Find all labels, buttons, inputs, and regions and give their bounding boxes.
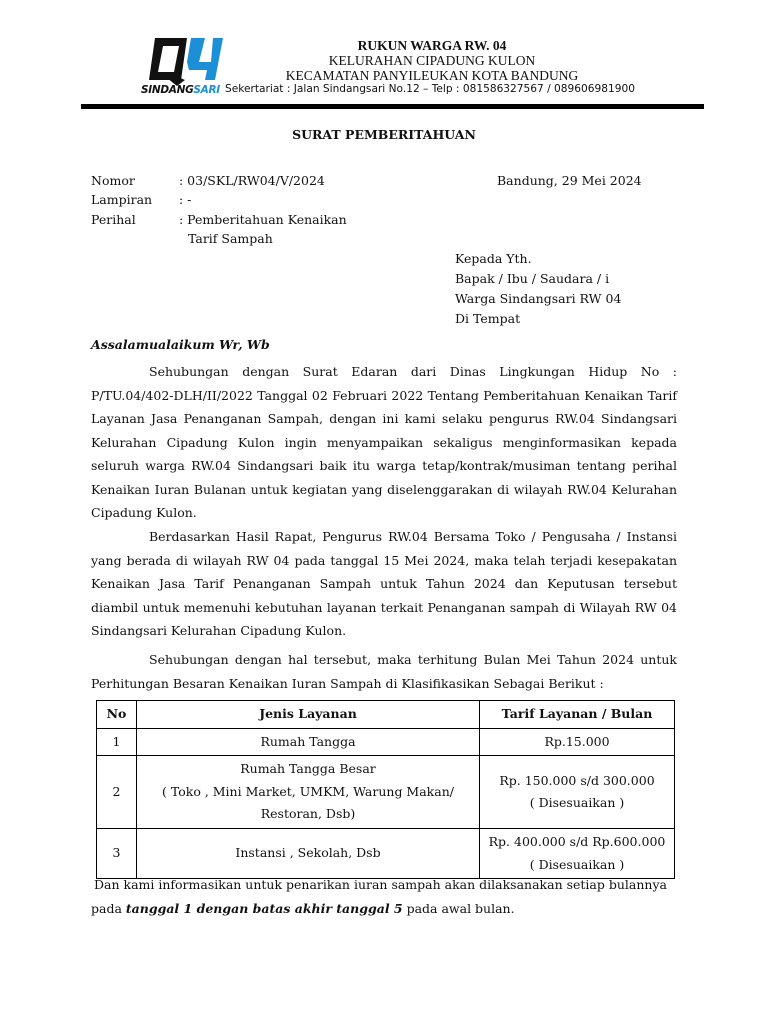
recipient-line-3: Warga Sindangsari RW 04 [455,291,622,306]
row-1-no: 1 [97,729,137,756]
footer-pre: pada [91,901,126,916]
nomor-label: Nomor [91,173,135,188]
row-3-tarif-line-2: ( Disesuaikan ) [529,856,625,872]
header-tarif: Tarif Layanan / Bulan [480,701,675,729]
kecamatan-name: KECAMATAN PANYILEUKAN KOTA BANDUNG [285,68,579,83]
paragraph-3 [91,648,677,695]
recipient-line-4: Di Tempat [455,311,521,326]
footer-bold-dates: tanggal 1 dengan batas akhir tanggal 5 [125,901,403,916]
footer-line-2 [91,901,515,916]
tariff-table [96,700,675,879]
row-3-tarif-line-1: Rp. 400.000 s/d Rp.600.000 [488,834,666,849]
row-2-tarif-line-1: Rp. 150.000 s/d 300.000 [499,772,655,788]
secretariat-address: Sekertariat : Jalan Sindangsari No.12 – Telp : 081586327567 / 089606981900 [225,83,635,95]
logo-text-blue: SARI [193,84,220,96]
table-row [97,729,675,756]
table-row [97,829,675,879]
logo-wordmark [141,84,220,96]
recipient-line-1: Kepada Yth. [455,251,532,266]
paragraph-1 [91,360,677,525]
header-no: No [97,701,137,729]
row-3-jenis: Instansi , Sekolah, Dsb [137,829,480,879]
paragraph-2-text: Berdasarkan Hasil Rapat, Pengurus RW.04 Bersama Toko / Pengusaha / Instansi yang berada di wilayah RW 04 pada tanggal 15 Mei 2024, maka telah terjadi kesepakatan Kenaikan Jasa Tarif Penanganan Sampah untuk Tahun 2024 dan Keputusan tersebut diambil untuk memenuhi kebutuhan layanan terkait Penanganan sampah di Wilayah RW 04 Sindangsari Kelurahan Cipadung Kulon. [91,529,677,638]
recipient-line-2: Bapak / Ibu / Saudara / i [455,271,610,286]
row-1-jenis: Rumah Tangga [137,729,480,756]
perihal-value: : Pemberitahuan Kenaikan [179,212,347,227]
paragraph-2 [91,525,677,643]
org-name: RUKUN WARGA RW. 04 [357,38,507,53]
letterhead-divider [81,104,704,109]
row-2-jenis-line-1: Rumah Tangga Besar [240,761,376,777]
greeting: Assalamualaikum Wr, Wb [91,337,270,352]
letter-date: Bandung, 29 Mei 2024 [497,173,642,188]
row-2-jenis-line-3: Restoran, Dsb) [260,806,356,822]
header-jenis-layanan: Jenis Layanan [137,701,480,729]
footer-post: pada awal bulan. [402,901,515,916]
row-2-jenis-line-2: ( Toko , Mini Market, UMKM, Warung Makan/ [162,783,454,799]
paragraph-1-text: Sehubungan dengan Surat Edaran dari Dinas Lingkungan Hidup No : P/TU.04/402-DLH/II/2022 Tanggal 02 Februari 2022 Tentang Pemberitahuan Kenaikan Tarif Layanan Jasa Penanganan Sampah, dengan ini kami selaku pengurus RW.04 Sindangsari Kelurahan Cipadung Kulon ingin menyampaikan sekaligus menginformasikan kepada seluruh warga RW.04 Sindangsari baik itu warga tetap/kontrak/musiman tentang perihal Kenaikan Iuran Bulanan untuk kegiatan yang diselenggarakan di wilayah RW.04 Kelurahan Cipadung Kulon. [91,364,677,520]
row-1-tarif: Rp.15.000 [480,729,675,756]
paragraph-3-text: Sehubungan dengan hal tersebut, maka terhitung Bulan Mei Tahun 2024 untuk Perhitungan Besaran Kenaikan Iuran Sampah di Klasifikasikan Sebagai Berikut : [91,652,677,691]
logo-text-black: SINDANG [141,84,194,96]
table-header-row [97,701,675,729]
lampiran-value: : - [179,192,192,207]
row-2-no: 2 [97,756,137,829]
row-3-no: 3 [97,829,137,879]
kelurahan-name: KELURAHAN CIPADUNG KULON [328,53,536,68]
row-3-tarif [480,829,675,879]
row-2-tarif [480,756,675,829]
row-2-tarif-line-2: ( Disesuaikan ) [529,795,625,810]
nomor-value: : 03/SKL/RW04/V/2024 [179,173,325,188]
perihal-label: Perihal [91,212,136,227]
table-row [97,756,675,829]
footer-line-1: Dan kami informasikan untuk penarikan iuran sampah akan dilaksanakan setiap bulannya [94,877,667,892]
lampiran-label: Lampiran [91,192,153,207]
letter-title: SURAT PEMBERITAHUAN [292,127,476,142]
row-2-jenis [137,756,480,829]
perihal-value-cont: Tarif Sampah [188,231,273,246]
